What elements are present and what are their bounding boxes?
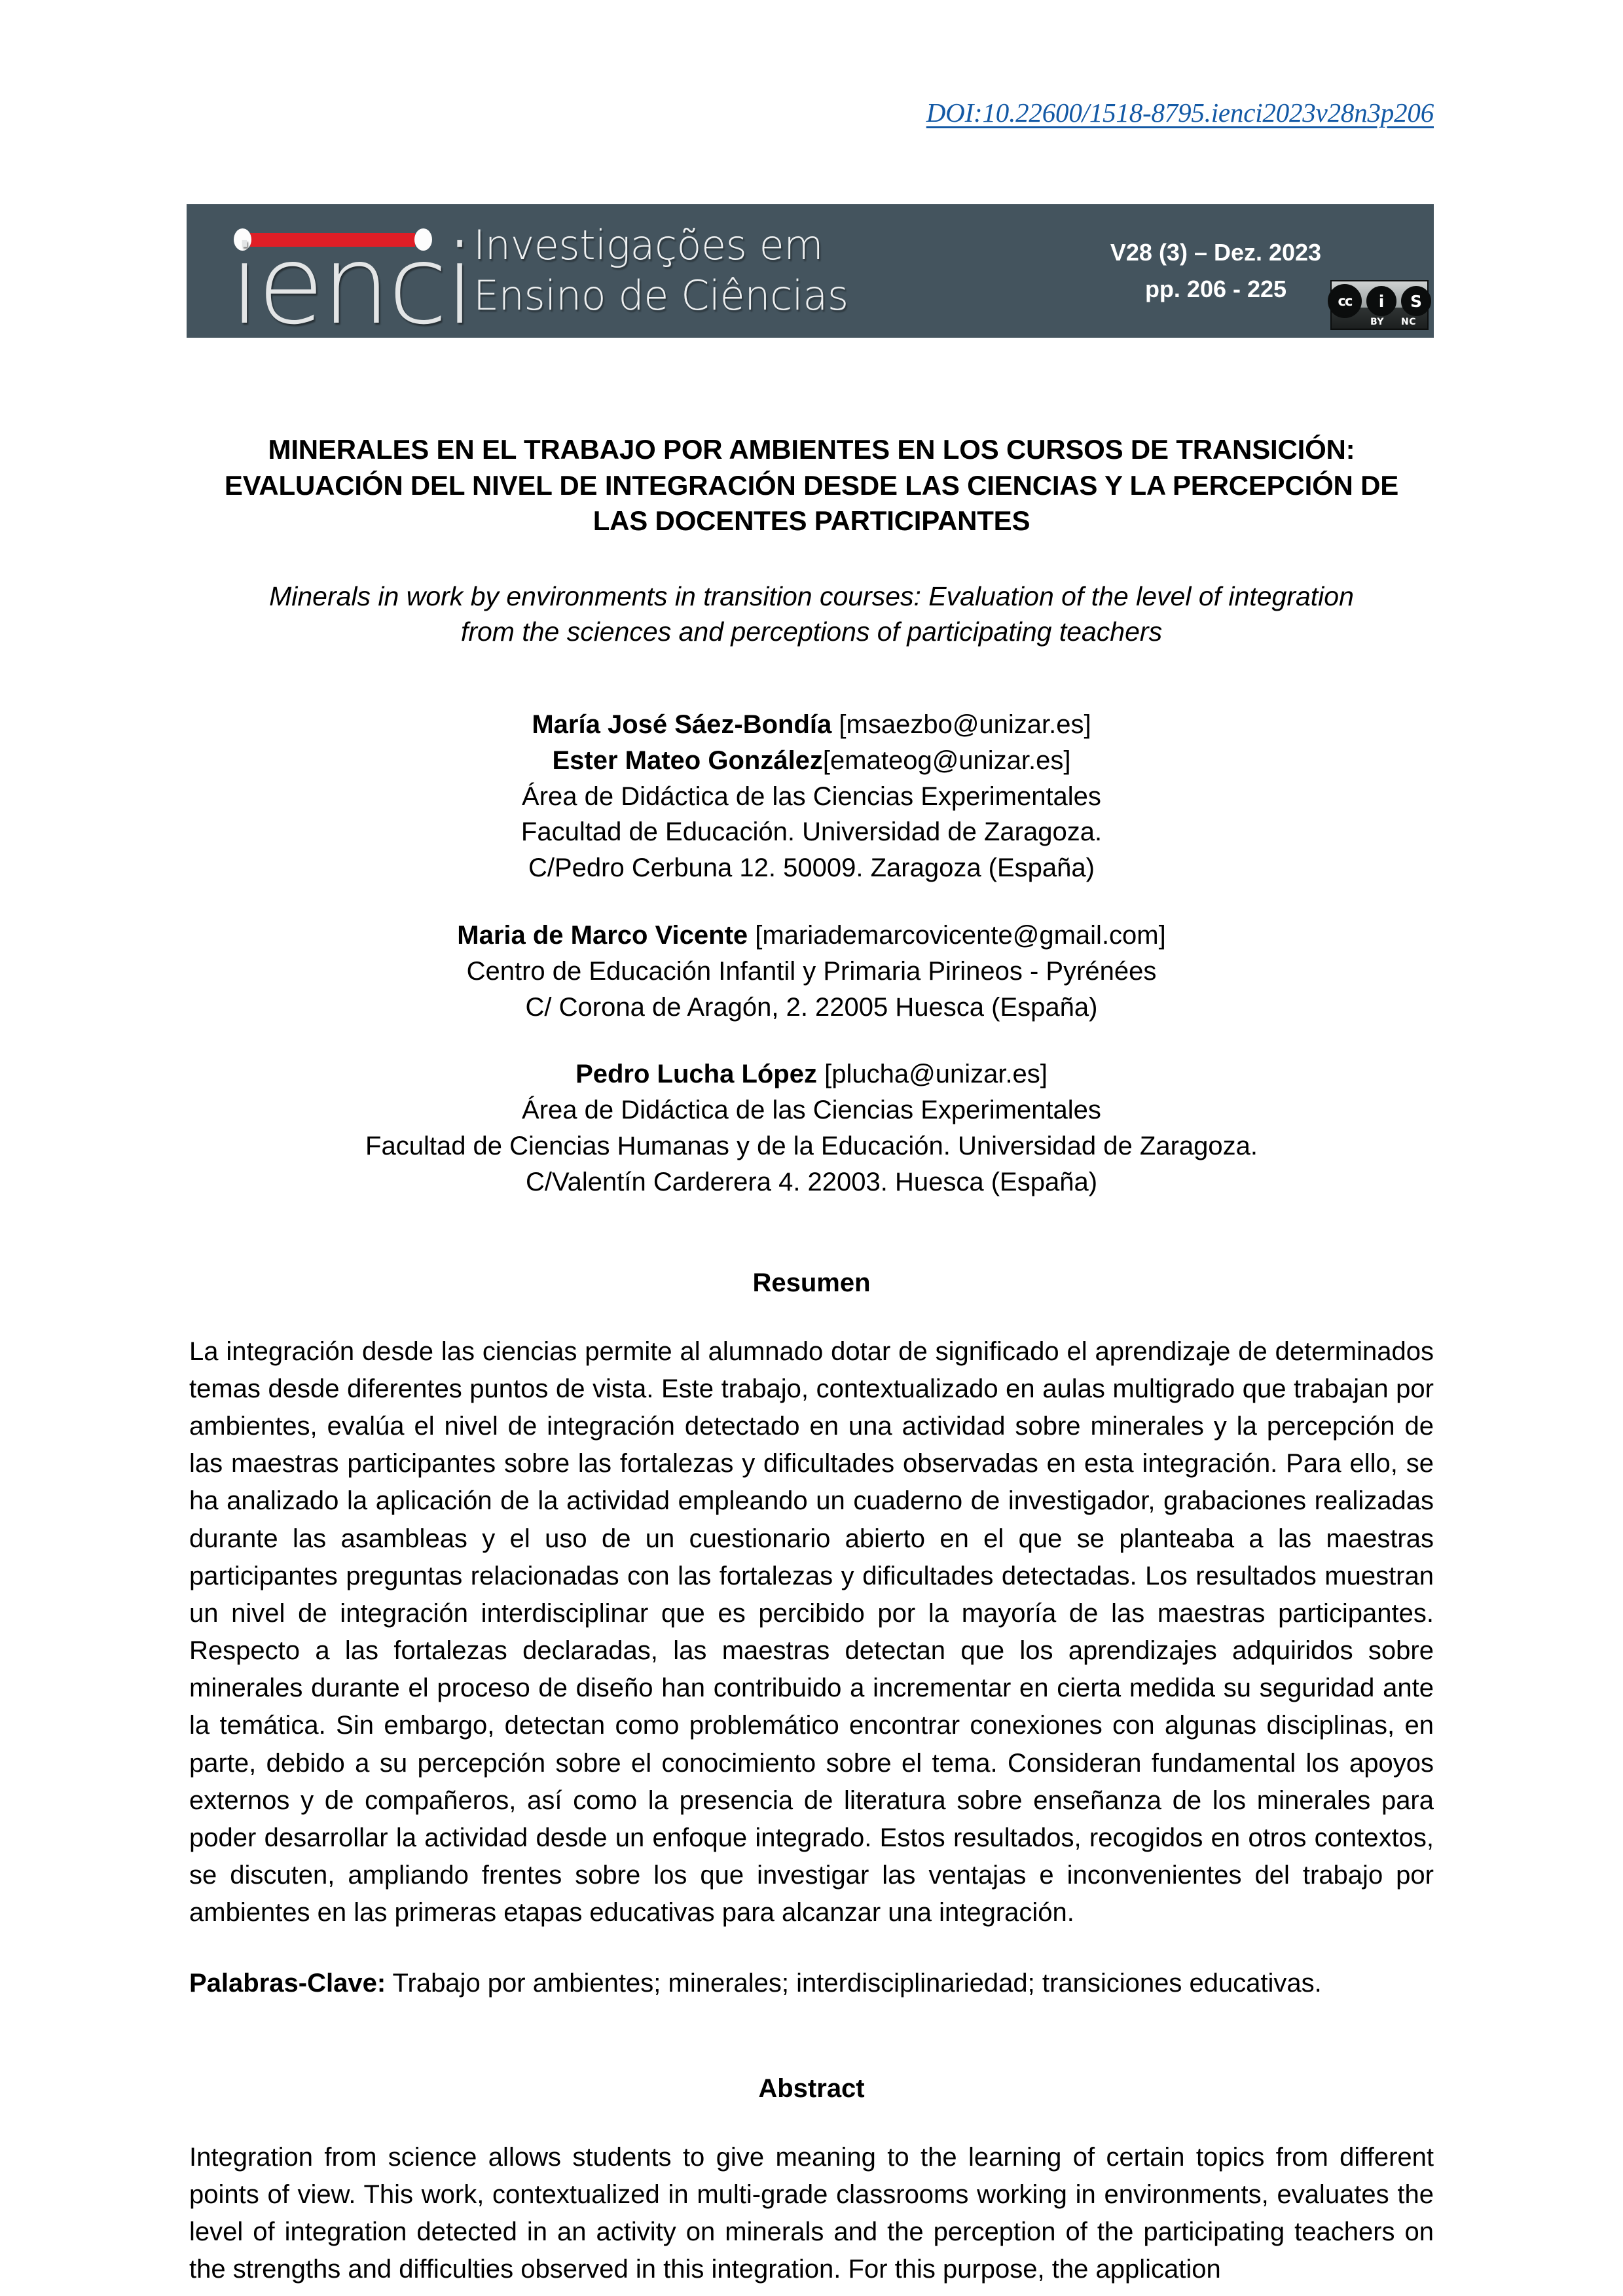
affiliation-line: Centro de Educación Infantil y Primaria Pirineos - Pyrénées	[466, 956, 1157, 986]
affiliation-line: Área de Didáctica de las Ciencias Experimentales	[522, 781, 1101, 811]
doi-row	[0, 97, 1623, 128]
issue-pages: pp. 206 - 225	[1144, 276, 1287, 302]
issue-info	[1108, 234, 1330, 308]
title-en-line-2: from the sciences and perceptions of participating teachers	[460, 616, 1163, 647]
author-email[interactable]: [emateog@unizar.es]	[822, 745, 1071, 775]
affiliation-line: C/Valentín Carderera 4. 22003. Huesca (España)	[525, 1167, 1098, 1196]
cc-logo-icon	[1328, 284, 1362, 318]
resumen-body: La integración desde las ciencias permite al alumnado dotar de significado el aprendizaje de determinados temas desde diferentes puntos de vista. Este trabajo, contextualizado en aulas multigrado que trabajan por ambientes, evalúa el nivel de integración detectado en una actividad sobre minerales y la percepción de las maestras participantes sobre las fortalezas y dificultades observadas en esta integración. Para ello, se ha analizado la aplicación de la actividad empleando un cuaderno de investigador, grabaciones realizadas durante las asambleas y el uso de un cuestionario abierto en el que se planteaba a las maestras participantes preguntas relacionadas con las fortalezas y dificultades detectadas. Los resultados muestran un nivel de integración interdisciplinar que es percibido por la mayoría de las maestras participantes. Respecto a las fortalezas declaradas, las maestras detectan que los aprendizajes adquiridos sobre minerales durante el proceso de diseño han contribuido a incrementar en cierta medida su seguridad ante la temática. Sin embargo, detectan como problemático encontrar conexiones con algunas disciplinas, en parte, debido a su percepción sobre el conocimiento sobre el tema. Consideran fundamental los apoyos externos y de compañeros, así como la presencia de literatura sobre enseñanza de los minerales para poder desarrollar la actividad desde un enfoque integrado. Estos resultados, recogidos en otros contextos, se discuten, ampliando frentes sobre los que investigar las ventajas e inconvenientes del trabajo por ambientes en las primeras etapas educativas para alcanzar una integración.	[189, 1336, 1434, 1928]
abstract-heading: Abstract	[758, 2073, 865, 2103]
article-content	[189, 432, 1434, 2289]
cc-by-glyph: i	[1378, 291, 1385, 311]
title-es-line-3: LAS DOCENTES PARTICIPANTES	[593, 505, 1030, 537]
author-name: Ester Mateo González	[552, 745, 823, 775]
issue-volume-date: V28 (3) – Dez. 2023	[1110, 239, 1322, 266]
author-name: María José Sáez-Bondía	[532, 710, 832, 739]
journal-title-line-1: Investigações em	[473, 221, 824, 270]
affiliation-line: Facultad de Educación. Universidad de Zaragoza.	[520, 817, 1103, 847]
journal-masthead	[187, 204, 1434, 349]
author-group	[189, 1056, 1434, 1200]
affiliation-line: C/Pedro Cerbuna 12. 50009. Zaragoza (España)	[528, 853, 1095, 883]
keywords-value: Trabajo por ambientes; minerales; interdisciplinariedad; transiciones educativas.	[386, 1968, 1322, 1998]
author-email[interactable]: [mariademarcovicente@gmail.com]	[748, 920, 1166, 950]
author-entry	[189, 918, 1434, 954]
keywords-row	[189, 1965, 1434, 2002]
author-name: Pedro Lucha López	[575, 1060, 817, 1089]
cc-icon-row	[1328, 284, 1431, 318]
cc-by-icon	[1366, 286, 1396, 316]
cc-mark-text: cc	[1338, 293, 1352, 309]
author-entry	[189, 743, 1434, 779]
cc-nc-icon	[1401, 286, 1431, 316]
author-name: Maria de Marco Vicente	[457, 920, 748, 950]
keywords-label: Palabras-Clave:	[189, 1968, 386, 1998]
logo-wordmark: ienci	[230, 223, 473, 349]
cc-sublabels	[1332, 317, 1427, 327]
author-email[interactable]: [msaezbo@unizar.es]	[831, 710, 1091, 739]
doi-link[interactable]: DOI:10.22600/1518-8795.ienci2023v28n3p206	[926, 98, 1434, 128]
author-email[interactable]: [plucha@unizar.es]	[817, 1060, 1048, 1089]
abstract-body: Integration from science allows students to give meaning to the learning of certain topics from different points of view. This work, contextualized in multi-grade classrooms working in environments, evaluates the level of integration detected in an activity on minerals and the perception of the participating teachers on the strengths and difficulties observed in this integration. For this purpose, the application	[189, 2142, 1434, 2284]
article-title-english	[189, 579, 1434, 649]
author-list	[189, 707, 1434, 1200]
author-group	[189, 707, 1434, 886]
affiliation-line: Área de Didáctica de las Ciencias Experimentales	[522, 1096, 1101, 1125]
resumen-heading: Resumen	[752, 1268, 871, 1297]
cc-nc-label: NC	[1401, 317, 1417, 327]
author-group	[189, 918, 1434, 1025]
cc-by-label: BY	[1370, 317, 1385, 327]
affiliation-line: C/ Corona de Aragón, 2. 22005 Huesca (España)	[525, 992, 1098, 1022]
author-entry	[189, 1056, 1434, 1092]
ienci-logo	[187, 204, 473, 349]
title-es-line-2: EVALUACIÓN DEL NIVEL DE INTEGRACIÓN DESDE LAS CIENCIAS Y LA PERCEPCIÓN DE	[224, 469, 1399, 501]
affiliation-line: Facultad de Ciencias Humanas y de la Educación. Universidad de Zaragoza.	[365, 1131, 1258, 1160]
author-entry	[189, 707, 1434, 743]
title-en-line-1: Minerals in work by environments in transition courses: Evaluation of the level of integration	[269, 581, 1354, 611]
cc-nc-glyph: S	[1410, 291, 1422, 311]
journal-title-line-2: Ensino de Ciências	[473, 272, 848, 319]
article-title-spanish	[189, 432, 1434, 539]
journal-title	[462, 221, 1108, 321]
title-es-line-1: MINERALES EN EL TRABAJO POR AMBIENTES EN LOS CURSOS DE TRANSICIÓN:	[268, 434, 1355, 465]
creative-commons-badge-icon[interactable]	[1330, 280, 1429, 330]
